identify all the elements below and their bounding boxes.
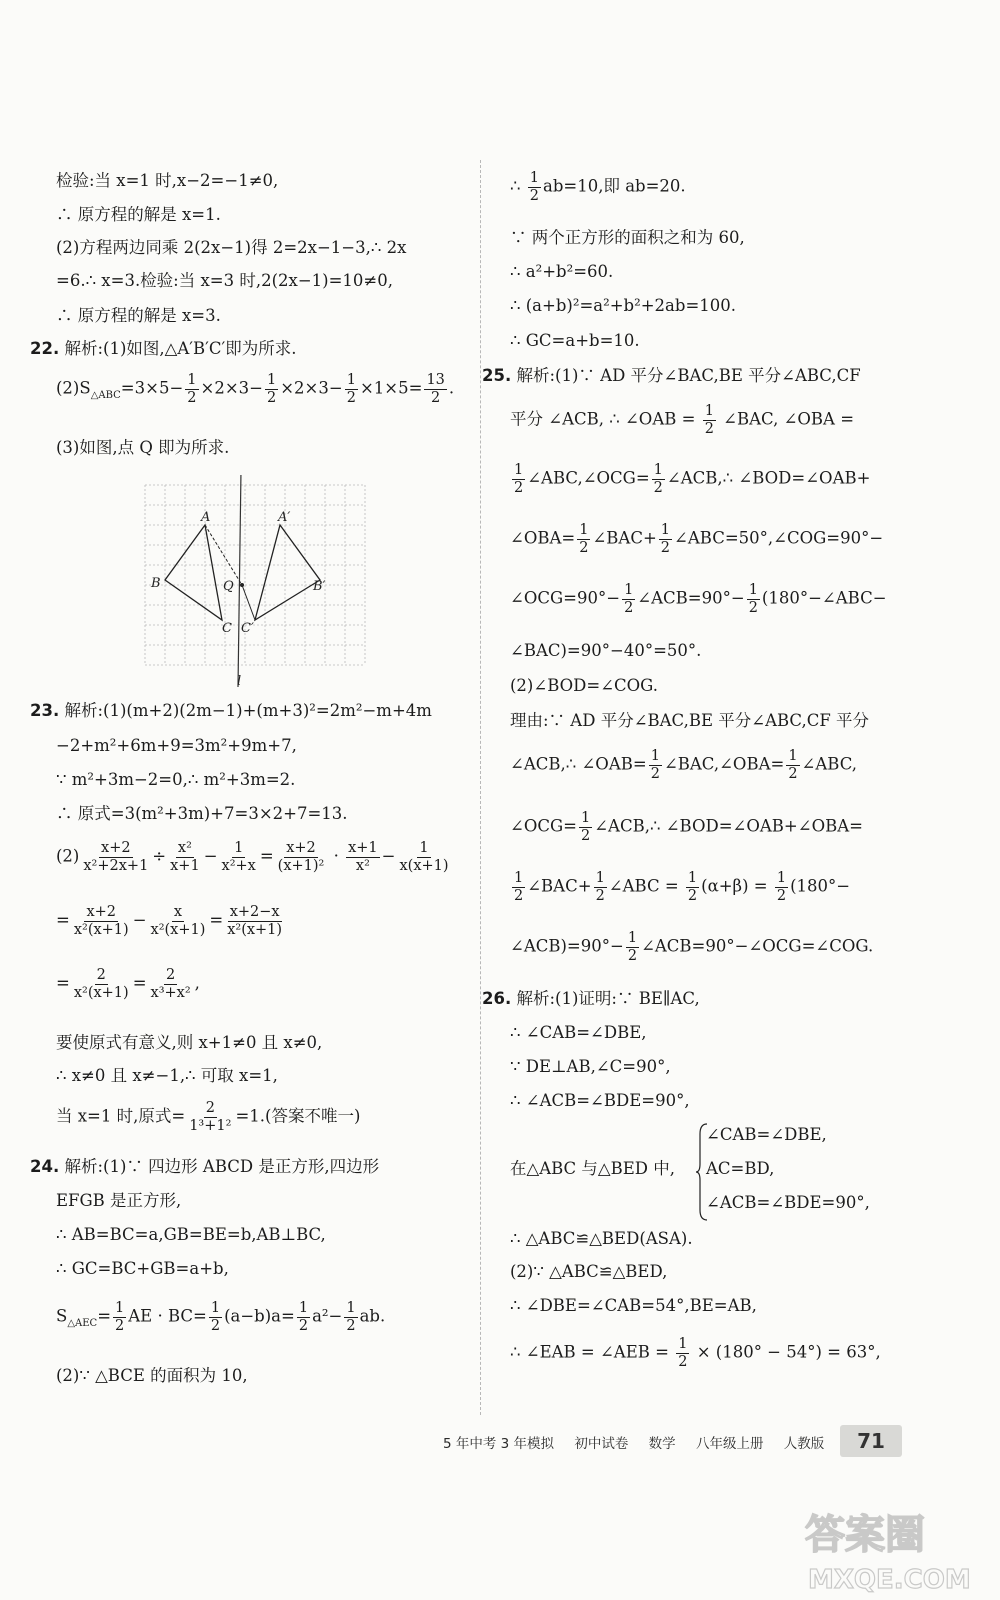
label-b: B: [151, 576, 161, 591]
q25-line: ∠OCG=90°− $\frac{1}{2}$ ∠ACB=90°− $\frac{1}{2}$ (180°−∠ABC−: [510, 582, 887, 616]
text-line: EFGB 是正方形,: [56, 1191, 182, 1210]
label-c-prime: C′: [241, 621, 254, 636]
text-line: (3)如图,点 Q 即为所求.: [56, 438, 230, 457]
q23-step: = $\frac{x+2}{\text{x²(x+1)}}$ − $\frac{x}{\text{x²(x+1)}}$ = $\frac{x+2-x}{\text{x²(x+1)}}$: [56, 904, 283, 938]
text-line: −2+m²+6m+9=3m²+9m+7,: [56, 736, 297, 755]
text-line: 检验:当 x=1 时,x−2=−1≠0,: [56, 171, 279, 190]
text-line: ∵ DE⊥AB,∠C=90°,: [510, 1057, 671, 1076]
text-line: ∴ GC=a+b=10.: [510, 331, 640, 350]
label-l: l: [237, 674, 242, 689]
text-line: ∴ ∠CAB=∠DBE,: [510, 1023, 647, 1042]
edition: 人教版: [783, 1436, 825, 1452]
q23-result: 当 x=1 时,原式= $\frac{2}{\text{1³+1²}}$ =1.(答案不唯一): [56, 1100, 361, 1134]
q26-final: ∴ ∠EAB = ∠AEB = $\frac{1}{2}$ × (180° − 54°) = 63°,: [510, 1336, 881, 1370]
series-name: 5 年中考 3 年模拟: [443, 1436, 555, 1452]
label-c: C: [222, 621, 232, 636]
watermark-logo: [800, 1500, 975, 1595]
text-line: ∠BAC)=90°−40°=50°.: [510, 641, 702, 660]
subject: 数学: [648, 1436, 676, 1452]
text-line: 要使原式有意义,则 x+1≠0 且 x≠0,: [56, 1033, 323, 1052]
q25-line: $\frac{1}{2}$ ∠BAC+ $\frac{1}{2}$ ∠ABC = $\frac{1}{2}$ (α+β) = $\frac{1}{2}$ (180°−: [514, 870, 851, 904]
text-line: ∴ 原方程的解是 x=3.: [56, 306, 221, 325]
label-a-prime: A′: [278, 510, 291, 525]
text-line: ∴ 原方程的解是 x=1.: [56, 205, 221, 224]
text-line: ∴ a²+b²=60.: [510, 262, 614, 281]
text-line: ∴ GC=BC+GB=a+b,: [56, 1259, 229, 1278]
paper-type: 初中试卷: [574, 1436, 629, 1452]
footer: [443, 1432, 840, 1452]
q25-line: ∠ACB,∴ ∠OAB= $\frac{1}{2}$ ∠BAC,∠OBA= $\frac{1}{2}$ ∠ABC,: [510, 748, 858, 782]
text-line: ∴ AB=BC=a,GB=BE=b,AB⊥BC,: [56, 1225, 326, 1244]
q26-system-label: 在△ABC 与△BED 中,: [510, 1159, 675, 1178]
question-22: 22. 解析:(1)如图,△A′B′C′即为所求.: [30, 339, 297, 358]
r-line: ∴ $\frac{1}{2}$ ab=10,即 ab=20.: [510, 170, 686, 204]
fraction: $\frac{1}{2}$: [346, 372, 356, 406]
qc1-line: [242, 585, 255, 620]
system-eq-1: ∠CAB=∠DBE,: [706, 1125, 827, 1144]
system-eq-3: ∠ACB=∠BDE=90°,: [706, 1193, 870, 1212]
q25-line: ∠ACB)=90°− $\frac{1}{2}$ ∠ACB=90°−∠OCG=∠COG.: [510, 930, 874, 964]
q25-line: 平分 ∠ACB, ∴ ∠OAB = $\frac{1}{2}$ ∠BAC, ∠OBA =: [510, 403, 855, 437]
q25-line: ∠OCG= $\frac{1}{2}$ ∠ACB,∴ ∠BOD=∠OAB+∠OBA=: [510, 810, 863, 844]
text-line: (2)∵ △ABC≌△BED,: [510, 1262, 668, 1281]
fraction: $\frac{1}{2}$: [187, 372, 197, 406]
text-line: =6.∴ x=3.检验:当 x=3 时,2(2x−1)=10≠0,: [56, 271, 393, 290]
q24-area: $S_{\triangle AEC}=$ $\frac{1}{2}$ AE · BC= $\frac{1}{2}$ (a−b)a= $\frac{1}{2}$ a²− $\frac{1}{2}$ ab.: [56, 1300, 386, 1334]
page-number: 71: [840, 1425, 902, 1457]
text-line: ∴ ∠ACB=∠BDE=90°,: [510, 1091, 690, 1110]
label-b-prime: B′: [313, 579, 326, 594]
grid-figure: [95, 475, 385, 690]
question-24: 24. 解析:(1)∵ 四边形 ABCD 是正方形,四边形: [30, 1157, 380, 1176]
q22-area-formula: $(2)S_{\triangle ABC}=3\times 5-$ $\frac{1}{2}$ ×2×3− $\frac{1}{2}$ ×2×3− $\frac{1}{2}$ ×1×5= $\frac{13}{2}$ .: [56, 372, 455, 406]
text-line: ∴ x≠0 且 x≠−1,∴ 可取 x=1,: [56, 1066, 278, 1085]
question-number: 26.: [482, 989, 512, 1008]
question-number: 24.: [30, 1157, 60, 1176]
text-line: ∴ ∠DBE=∠CAB=54°,BE=AB,: [510, 1296, 757, 1315]
column-divider: [480, 160, 481, 1415]
grid: [145, 485, 365, 665]
question-number: 25.: [482, 366, 512, 385]
question-25: 25. 解析:(1)∵ AD 平分∠BAC,BE 平分∠ABC,CF: [482, 366, 861, 385]
text-line: ∵ m²+3m−2=0,∴ m²+3m=2.: [56, 770, 296, 789]
grade: 八年级上册: [695, 1436, 764, 1452]
text-line: ∵ 两个正方形的面积之和为 60,: [510, 228, 745, 247]
label-q: Q: [223, 579, 234, 594]
q23-step: = $\frac{2}{\text{x²(x+1)}}$ = $\frac{2}{\text{x³+x²}}$ ,: [56, 967, 200, 1001]
fraction: $\frac{13}{2}$: [426, 372, 445, 406]
system-eq-2: AC=BD,: [706, 1159, 775, 1178]
fraction: $\frac{1}{2}$: [267, 372, 277, 406]
question-26: 26. 解析:(1)证明:∵ BE∥AC,: [482, 989, 700, 1008]
svg-text:MXQE.COM: MXQE.COM: [808, 1565, 971, 1595]
svg-text:答案圈: 答案圈: [805, 1512, 925, 1558]
text-line: ∴ △ABC≌△BED(ASA).: [510, 1229, 693, 1248]
point-q: [240, 583, 244, 587]
q25-line: ∠OBA= $\frac{1}{2}$ ∠BAC+ $\frac{1}{2}$ ∠ABC=50°,∠COG=90°−: [510, 522, 884, 556]
q23-expression: (2) $\frac{x+2}{\text{x²+2x+1}}$ ÷ $\frac{\text{x²}}{x+1}$ − $\frac{1}{\text{x²+x}}$ = $\frac{x+2}{\text{(x+1)²}}$ · $\frac{x+1}{\text{x²}}$ − $\frac{1}{x(x+1)}$: [56, 840, 449, 874]
question-number: 22.: [30, 339, 60, 358]
question-23: 23. 解析:(1)(m+2)(2m−1)+(m+3)²=2m²−m+4m: [30, 701, 432, 720]
text-line: 理由:∵ AD 平分∠BAC,BE 平分∠ABC,CF 平分: [510, 711, 870, 730]
text-line: ∴ (a+b)²=a²+b²+2ab=100.: [510, 296, 737, 315]
text-line: (2)方程两边同乘 2(2x−1)得 2=2x−1−3,∴ 2x: [56, 238, 407, 257]
text-line: ∴ 原式=3(m²+3m)+7=3×2+7=13.: [56, 804, 348, 823]
text-line: (2)∠BOD=∠COG.: [510, 676, 659, 695]
q25-line: $\frac{1}{2}$ ∠ABC,∠OCG= $\frac{1}{2}$ ∠ACB,∴ ∠BOD=∠OAB+: [514, 462, 871, 496]
label-a: A: [201, 510, 211, 525]
question-number: 23.: [30, 701, 60, 720]
text-line: (2)∵ △BCE 的面积为 10,: [56, 1366, 248, 1385]
